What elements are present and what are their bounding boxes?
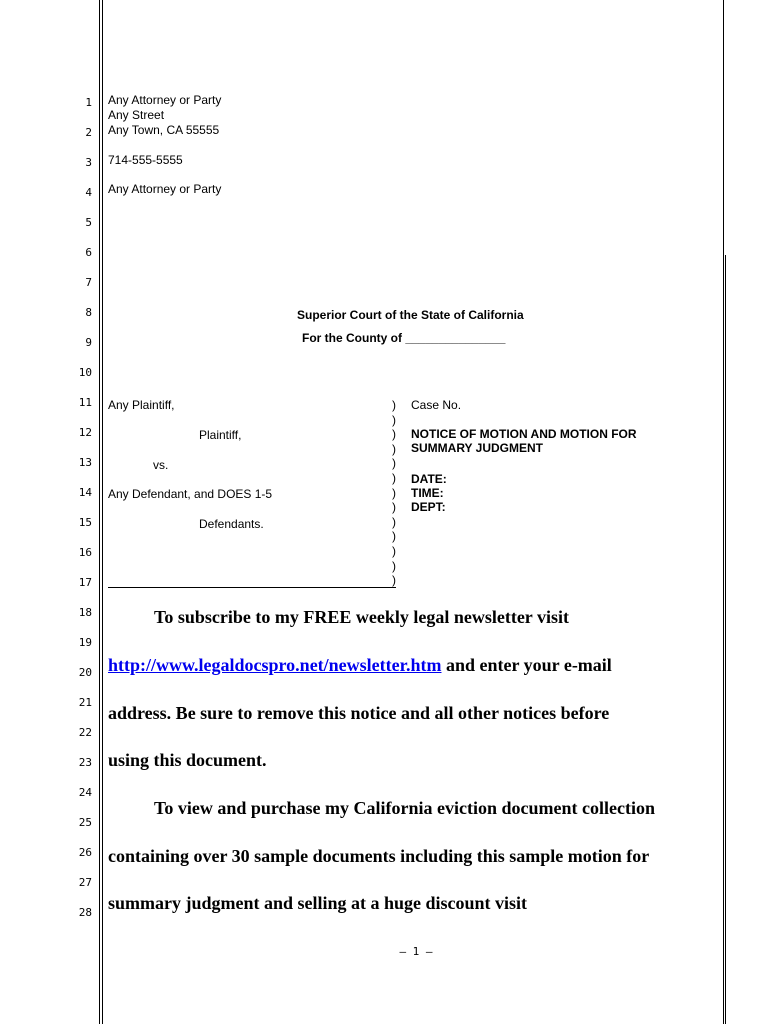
line-number: 19 [78, 636, 92, 649]
line-number: 26 [78, 846, 92, 859]
line-number: 7 [85, 276, 92, 289]
line-number: 28 [78, 906, 92, 919]
line-number: 2 [85, 126, 92, 139]
hearing-time-label: TIME: [411, 486, 444, 500]
paren: ) [392, 427, 396, 442]
line-number: 3 [85, 156, 92, 169]
body-line: using this document. [108, 750, 267, 770]
court-name: Superior Court of the State of California [297, 308, 524, 322]
line-number: 14 [78, 486, 92, 499]
line-number: 16 [78, 546, 92, 559]
plaintiff-name: Any Plaintiff, [108, 398, 175, 412]
body-line-rest: and enter your e-mail [441, 655, 612, 675]
attorney-phone: 714-555-5555 [108, 153, 183, 167]
caption-parentheses [392, 398, 400, 588]
line-number: 18 [78, 606, 92, 619]
line-number: 27 [78, 876, 92, 889]
paren: ) [392, 485, 396, 500]
line-number: 11 [78, 396, 92, 409]
defendant-name: Any Defendant, and DOES 1-5 [108, 487, 273, 501]
paren: ) [392, 441, 396, 456]
line-number: 10 [78, 366, 92, 379]
versus-label: vs. [153, 458, 169, 472]
line-number: 8 [85, 306, 92, 319]
attorney-city: Any Town, CA 55555 [108, 123, 220, 137]
right-margin-rule [723, 0, 724, 1024]
caption-divider [108, 587, 396, 588]
attorney-for: Any Attorney or Party [108, 182, 222, 196]
newsletter-link[interactable]: http://www.legaldocspro.net/newsletter.htm [108, 655, 442, 675]
hearing-date-label: DATE: [411, 472, 447, 486]
hearing-dept-label: DEPT: [411, 500, 446, 514]
page-number: – 1 – [399, 945, 433, 958]
plaintiff-label: Plaintiff, [199, 428, 242, 442]
line-number: 6 [85, 246, 92, 259]
line-number: 17 [78, 576, 92, 589]
left-margin-rule [99, 0, 100, 1024]
paren: ) [392, 529, 396, 544]
paren: ) [392, 573, 396, 588]
attorney-street: Any Street [108, 108, 165, 122]
line-number: 23 [78, 756, 92, 769]
document-title-line2: SUMMARY JUDGMENT [411, 441, 544, 455]
paren: ) [392, 470, 396, 485]
defendant-label: Defendants. [199, 517, 264, 531]
body-line: address. Be sure to remove this notice and all other notices before [108, 703, 610, 723]
body-line: To subscribe to my FREE weekly legal newsletter visit [154, 607, 569, 627]
body-line: containing over 30 sample documents including this sample motion for [108, 846, 650, 866]
body-line: summary judgment and selling at a huge discount visit [108, 893, 528, 913]
line-number: 5 [85, 216, 92, 229]
paren: ) [392, 543, 396, 558]
line-number: 1 [85, 96, 92, 109]
right-margin-rule-lower [725, 255, 726, 1024]
paren: ) [392, 456, 396, 471]
line-number: 20 [78, 666, 92, 679]
court-county: For the County of _______________ [302, 331, 506, 345]
paren: ) [392, 514, 396, 529]
line-number: 22 [78, 726, 92, 739]
paren: ) [392, 558, 396, 573]
line-number: 24 [78, 786, 92, 799]
line-number: 12 [78, 426, 92, 439]
paren: ) [392, 500, 396, 515]
attorney-name: Any Attorney or Party [108, 93, 222, 107]
line-number: 21 [78, 696, 92, 709]
paren: ) [392, 398, 396, 412]
paren: ) [392, 412, 396, 427]
body-line-with-link [108, 654, 612, 676]
case-number-label: Case No. [411, 398, 462, 412]
left-margin-rule-inner [102, 0, 103, 1024]
body-line: To view and purchase my California eviction document collection [154, 798, 655, 818]
line-number: 4 [85, 186, 92, 199]
document-title-line1: NOTICE OF MOTION AND MOTION FOR [411, 427, 637, 441]
line-numbers [0, 0, 92, 1024]
line-number: 25 [78, 816, 92, 829]
line-number: 15 [78, 516, 92, 529]
line-number: 9 [85, 336, 92, 349]
line-number: 13 [78, 456, 92, 469]
